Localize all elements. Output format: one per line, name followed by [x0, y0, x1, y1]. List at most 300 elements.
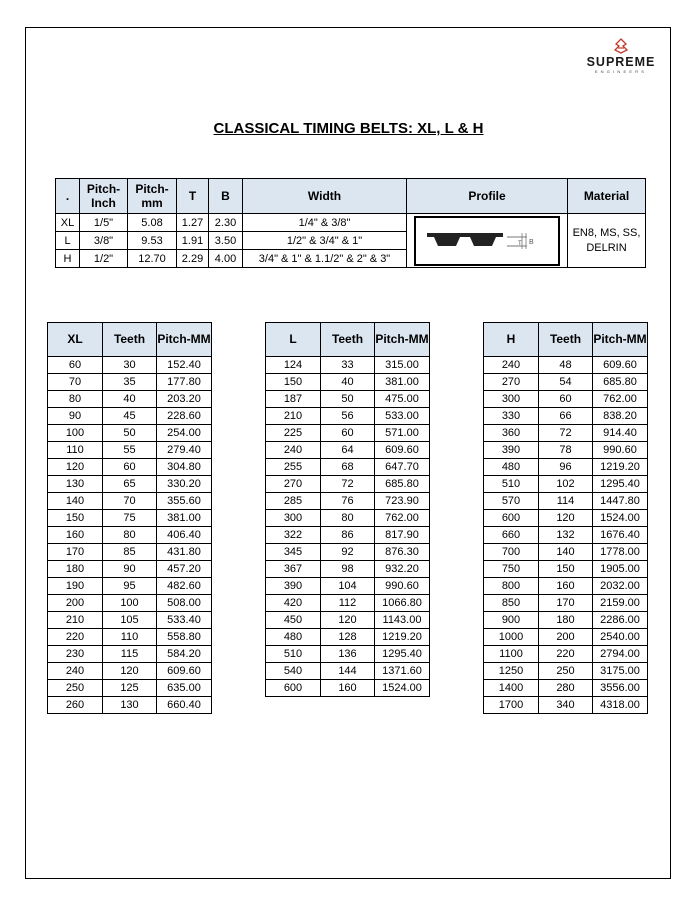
table-cell: 533.40 — [157, 612, 212, 629]
table-cell: 177.80 — [157, 374, 212, 391]
table-row — [484, 459, 648, 476]
table-row — [48, 680, 212, 697]
table-cell: 450 — [266, 612, 321, 629]
table-cell: 360 — [484, 425, 539, 442]
table-row — [484, 493, 648, 510]
table-cell: 140 — [48, 493, 103, 510]
table-cell: 90 — [103, 561, 157, 578]
table-row — [266, 357, 430, 374]
table-row — [484, 357, 648, 374]
table-row — [266, 544, 430, 561]
table-cell: 180 — [48, 561, 103, 578]
table-cell: 2159.00 — [593, 595, 648, 612]
table-cell: 72 — [539, 425, 593, 442]
table-cell: 50 — [103, 425, 157, 442]
table-cell: 322 — [266, 527, 321, 544]
spec-cell: 1.91 — [177, 232, 209, 250]
table-cell: 120 — [321, 612, 375, 629]
table-cell: 367 — [266, 561, 321, 578]
table-row — [484, 595, 648, 612]
table-cell: 1371.60 — [375, 663, 430, 680]
table-cell: 431.80 — [157, 544, 212, 561]
l-header-size: L — [266, 323, 321, 357]
table-cell: 800 — [484, 578, 539, 595]
table-cell: 152.40 — [157, 357, 212, 374]
table-row — [266, 629, 430, 646]
spec-header-pitch-inch: Pitch-Inch — [80, 179, 128, 214]
spec-cell: XL — [56, 214, 80, 232]
table-cell: 60 — [321, 425, 375, 442]
table-cell: 120 — [103, 663, 157, 680]
table-cell: 285 — [266, 493, 321, 510]
table-row — [48, 425, 212, 442]
spec-cell: 1/4" & 3/8" — [243, 214, 407, 232]
h-header-pitch: Pitch-MM — [593, 323, 648, 357]
spec-header-profile: Profile — [407, 179, 568, 214]
table-row — [484, 442, 648, 459]
table-cell: 381.00 — [157, 510, 212, 527]
logo-name: SUPREME — [586, 55, 656, 69]
table-cell: 480 — [266, 629, 321, 646]
table-cell: 55 — [103, 442, 157, 459]
table-row — [48, 663, 212, 680]
table-cell: 1905.00 — [593, 561, 648, 578]
table-cell: 80 — [48, 391, 103, 408]
table-cell: 817.90 — [375, 527, 430, 544]
profile-cell — [407, 214, 568, 268]
material-cell: EN8, MS, SS, DELRIN — [568, 214, 646, 268]
table-cell: 355.60 — [157, 493, 212, 510]
spec-cell: 2.29 — [177, 250, 209, 268]
table-row — [266, 527, 430, 544]
spec-cell: 12.70 — [128, 250, 177, 268]
table-cell: 685.80 — [593, 374, 648, 391]
xl-header-pitch: Pitch-MM — [157, 323, 212, 357]
table-cell: 990.60 — [375, 578, 430, 595]
spec-cell: 3/8" — [80, 232, 128, 250]
table-cell: 1447.80 — [593, 493, 648, 510]
table-cell: 187 — [266, 391, 321, 408]
table-cell: 260 — [48, 697, 103, 714]
table-row — [48, 357, 212, 374]
table-cell: 220 — [539, 646, 593, 663]
table-row — [48, 595, 212, 612]
h-header-teeth: Teeth — [539, 323, 593, 357]
table-row — [484, 425, 648, 442]
table-cell: 80 — [103, 527, 157, 544]
table-row — [266, 612, 430, 629]
table-cell: 130 — [103, 697, 157, 714]
table-cell: 660.40 — [157, 697, 212, 714]
table-cell: 200 — [539, 629, 593, 646]
table-cell: 390 — [484, 442, 539, 459]
table-cell: 150 — [539, 561, 593, 578]
table-cell: 60 — [103, 459, 157, 476]
table-row — [484, 476, 648, 493]
table-cell: 660 — [484, 527, 539, 544]
table-row — [266, 374, 430, 391]
table-cell: 105 — [103, 612, 157, 629]
table-cell: 120 — [539, 510, 593, 527]
h-belt-table — [483, 322, 648, 714]
table-cell: 609.60 — [157, 663, 212, 680]
table-row — [484, 510, 648, 527]
table-row — [48, 612, 212, 629]
table-cell: 70 — [103, 493, 157, 510]
table-cell: 128 — [321, 629, 375, 646]
spec-cell: 5.08 — [128, 214, 177, 232]
spec-cell: 1/2" & 3/4" & 1" — [243, 232, 407, 250]
table-row — [484, 527, 648, 544]
table-row — [266, 680, 430, 697]
table-cell: 180 — [539, 612, 593, 629]
table-row — [48, 527, 212, 544]
table-cell: 210 — [48, 612, 103, 629]
table-cell: 200 — [48, 595, 103, 612]
table-cell: 345 — [266, 544, 321, 561]
table-cell: 2794.00 — [593, 646, 648, 663]
table-row — [48, 646, 212, 663]
table-row — [266, 459, 430, 476]
table-cell: 1700 — [484, 697, 539, 714]
table-cell: 1219.20 — [375, 629, 430, 646]
spec-cell: 3.50 — [209, 232, 243, 250]
table-row — [266, 663, 430, 680]
table-cell: 762.00 — [593, 391, 648, 408]
table-cell: 95 — [103, 578, 157, 595]
table-cell: 1676.40 — [593, 527, 648, 544]
table-cell: 56 — [321, 408, 375, 425]
table-cell: 1524.00 — [375, 680, 430, 697]
table-cell: 609.60 — [375, 442, 430, 459]
table-row — [266, 425, 430, 442]
table-cell: 112 — [321, 595, 375, 612]
table-cell: 115 — [103, 646, 157, 663]
table-cell: 750 — [484, 561, 539, 578]
table-cell: 40 — [103, 391, 157, 408]
table-cell: 457.20 — [157, 561, 212, 578]
table-cell: 480 — [484, 459, 539, 476]
table-row — [484, 629, 648, 646]
table-cell: 68 — [321, 459, 375, 476]
table-cell: 70 — [48, 374, 103, 391]
table-row — [484, 697, 648, 714]
spec-header-row — [56, 179, 646, 214]
table-cell: 140 — [539, 544, 593, 561]
table-cell: 1219.20 — [593, 459, 648, 476]
table-row — [48, 374, 212, 391]
spec-header-pitch-mm: Pitch-mm — [128, 179, 177, 214]
table-row — [266, 408, 430, 425]
table-cell: 635.00 — [157, 680, 212, 697]
table-cell: 1100 — [484, 646, 539, 663]
table-cell: 210 — [266, 408, 321, 425]
profile-label-b: B — [529, 238, 534, 246]
table-row — [484, 544, 648, 561]
table-row — [484, 578, 648, 595]
table-cell: 220 — [48, 629, 103, 646]
table-cell: 300 — [484, 391, 539, 408]
table-cell: 120 — [48, 459, 103, 476]
l-header-teeth: Teeth — [321, 323, 375, 357]
table-cell: 124 — [266, 357, 321, 374]
table-cell: 2286.00 — [593, 612, 648, 629]
supreme-logo-icon — [612, 38, 630, 54]
table-cell: 85 — [103, 544, 157, 561]
table-cell: 66 — [539, 408, 593, 425]
table-row — [484, 680, 648, 697]
table-row — [266, 578, 430, 595]
table-row — [266, 561, 430, 578]
spec-row-xl — [56, 214, 646, 232]
table-cell: 130 — [48, 476, 103, 493]
table-cell: 80 — [321, 510, 375, 527]
table-row — [266, 476, 430, 493]
table-row — [48, 493, 212, 510]
table-cell: 914.40 — [593, 425, 648, 442]
table-cell: 1000 — [484, 629, 539, 646]
spec-table — [55, 178, 646, 268]
spec-cell: 1.27 — [177, 214, 209, 232]
table-row — [48, 391, 212, 408]
table-cell: 240 — [484, 357, 539, 374]
table-cell: 150 — [266, 374, 321, 391]
table-cell: 1250 — [484, 663, 539, 680]
table-cell: 110 — [103, 629, 157, 646]
table-cell: 98 — [321, 561, 375, 578]
table-cell: 270 — [484, 374, 539, 391]
table-cell: 65 — [103, 476, 157, 493]
l-header-row — [266, 323, 430, 357]
table-cell: 647.70 — [375, 459, 430, 476]
table-cell: 92 — [321, 544, 375, 561]
table-cell: 558.80 — [157, 629, 212, 646]
h-header-size: H — [484, 323, 539, 357]
table-cell: 230 — [48, 646, 103, 663]
spec-header-type: . — [56, 179, 80, 214]
table-row — [484, 374, 648, 391]
l-belt-table — [265, 322, 430, 697]
table-row — [266, 391, 430, 408]
table-cell: 78 — [539, 442, 593, 459]
table-cell: 482.60 — [157, 578, 212, 595]
table-row — [48, 510, 212, 527]
table-cell: 330 — [484, 408, 539, 425]
spec-cell: L — [56, 232, 80, 250]
table-row — [48, 408, 212, 425]
table-cell: 420 — [266, 595, 321, 612]
table-row — [266, 493, 430, 510]
spec-cell: 4.00 — [209, 250, 243, 268]
table-cell: 114 — [539, 493, 593, 510]
table-cell: 33 — [321, 357, 375, 374]
table-cell: 100 — [48, 425, 103, 442]
table-cell: 160 — [321, 680, 375, 697]
table-cell: 600 — [266, 680, 321, 697]
table-cell: 250 — [539, 663, 593, 680]
table-cell: 508.00 — [157, 595, 212, 612]
table-row — [266, 646, 430, 663]
table-cell: 900 — [484, 612, 539, 629]
table-cell: 125 — [103, 680, 157, 697]
table-cell: 1400 — [484, 680, 539, 697]
table-cell: 1066.80 — [375, 595, 430, 612]
spec-header-b: B — [209, 179, 243, 214]
spec-header-width: Width — [243, 179, 407, 214]
xl-header-teeth: Teeth — [103, 323, 157, 357]
table-cell: 190 — [48, 578, 103, 595]
table-cell: 330.20 — [157, 476, 212, 493]
spec-cell: 1/5" — [80, 214, 128, 232]
spec-cell: 9.53 — [128, 232, 177, 250]
table-cell: 270 — [266, 476, 321, 493]
table-cell: 45 — [103, 408, 157, 425]
table-cell: 160 — [539, 578, 593, 595]
spec-cell: 3/4" & 1" & 1.1/2" & 2" & 3" — [243, 250, 407, 268]
table-cell: 60 — [48, 357, 103, 374]
table-cell: 250 — [48, 680, 103, 697]
l-header-pitch: Pitch-MM — [375, 323, 430, 357]
table-cell: 40 — [321, 374, 375, 391]
table-row — [484, 663, 648, 680]
table-cell: 150 — [48, 510, 103, 527]
company-logo — [584, 38, 658, 74]
table-cell: 838.20 — [593, 408, 648, 425]
table-row — [48, 578, 212, 595]
table-cell: 203.20 — [157, 391, 212, 408]
table-cell: 390 — [266, 578, 321, 595]
table-cell: 240 — [266, 442, 321, 459]
table-row — [48, 561, 212, 578]
table-cell: 64 — [321, 442, 375, 459]
table-cell: 340 — [539, 697, 593, 714]
table-cell: 762.00 — [375, 510, 430, 527]
table-cell: 600 — [484, 510, 539, 527]
table-cell: 170 — [539, 595, 593, 612]
table-cell: 54 — [539, 374, 593, 391]
table-cell: 50 — [321, 391, 375, 408]
table-cell: 170 — [48, 544, 103, 561]
table-row — [484, 408, 648, 425]
table-cell: 35 — [103, 374, 157, 391]
table-cell: 60 — [539, 391, 593, 408]
table-row — [266, 442, 430, 459]
table-cell: 72 — [321, 476, 375, 493]
table-cell: 110 — [48, 442, 103, 459]
table-cell: 1143.00 — [375, 612, 430, 629]
table-cell: 240 — [48, 663, 103, 680]
table-cell: 254.00 — [157, 425, 212, 442]
xl-header-size: XL — [48, 323, 103, 357]
table-row — [266, 510, 430, 527]
table-row — [484, 646, 648, 663]
xl-header-row — [48, 323, 212, 357]
table-cell: 876.30 — [375, 544, 430, 561]
table-cell: 850 — [484, 595, 539, 612]
belt-profile-icon — [423, 227, 551, 255]
table-cell: 4318.00 — [593, 697, 648, 714]
table-cell: 533.00 — [375, 408, 430, 425]
table-cell: 609.60 — [593, 357, 648, 374]
table-cell: 700 — [484, 544, 539, 561]
table-cell: 136 — [321, 646, 375, 663]
table-cell: 48 — [539, 357, 593, 374]
table-cell: 723.90 — [375, 493, 430, 510]
table-cell: 571.00 — [375, 425, 430, 442]
table-cell: 3175.00 — [593, 663, 648, 680]
table-cell: 990.60 — [593, 442, 648, 459]
table-cell: 104 — [321, 578, 375, 595]
table-cell: 225 — [266, 425, 321, 442]
table-row — [48, 459, 212, 476]
table-row — [48, 476, 212, 493]
table-cell: 540 — [266, 663, 321, 680]
page-title: CLASSICAL TIMING BELTS: XL, L & H — [213, 120, 484, 137]
spec-header-material: Material — [568, 179, 646, 214]
h-header-row — [484, 323, 648, 357]
table-cell: 932.20 — [375, 561, 430, 578]
table-cell: 406.40 — [157, 527, 212, 544]
table-cell: 510 — [266, 646, 321, 663]
spec-cell: 2.30 — [209, 214, 243, 232]
table-cell: 100 — [103, 595, 157, 612]
table-cell: 76 — [321, 493, 375, 510]
profile-drawing-box — [414, 216, 560, 266]
logo-subtitle: ENGINEERS — [594, 69, 648, 74]
table-row — [484, 391, 648, 408]
table-row — [48, 629, 212, 646]
table-cell: 102 — [539, 476, 593, 493]
table-cell: 570 — [484, 493, 539, 510]
table-cell: 2032.00 — [593, 578, 648, 595]
table-cell: 96 — [539, 459, 593, 476]
table-row — [48, 544, 212, 561]
table-cell: 30 — [103, 357, 157, 374]
table-cell: 86 — [321, 527, 375, 544]
table-cell: 2540.00 — [593, 629, 648, 646]
xl-belt-table — [47, 322, 212, 714]
profile-label-t: T — [518, 240, 522, 247]
table-row — [48, 442, 212, 459]
table-cell: 304.80 — [157, 459, 212, 476]
table-cell: 160 — [48, 527, 103, 544]
table-cell: 381.00 — [375, 374, 430, 391]
table-row — [484, 612, 648, 629]
table-row — [48, 697, 212, 714]
table-cell: 685.80 — [375, 476, 430, 493]
spec-header-t: T — [177, 179, 209, 214]
table-cell: 228.60 — [157, 408, 212, 425]
table-cell: 132 — [539, 527, 593, 544]
table-cell: 584.20 — [157, 646, 212, 663]
table-cell: 90 — [48, 408, 103, 425]
spec-cell: H — [56, 250, 80, 268]
table-cell: 315.00 — [375, 357, 430, 374]
table-row — [484, 561, 648, 578]
table-cell: 1295.40 — [375, 646, 430, 663]
table-cell: 475.00 — [375, 391, 430, 408]
table-cell: 1524.00 — [593, 510, 648, 527]
table-cell: 1778.00 — [593, 544, 648, 561]
table-cell: 144 — [321, 663, 375, 680]
table-cell: 300 — [266, 510, 321, 527]
table-cell: 3556.00 — [593, 680, 648, 697]
table-cell: 1295.40 — [593, 476, 648, 493]
table-cell: 75 — [103, 510, 157, 527]
table-cell: 279.40 — [157, 442, 212, 459]
spec-cell: 1/2" — [80, 250, 128, 268]
table-cell: 510 — [484, 476, 539, 493]
